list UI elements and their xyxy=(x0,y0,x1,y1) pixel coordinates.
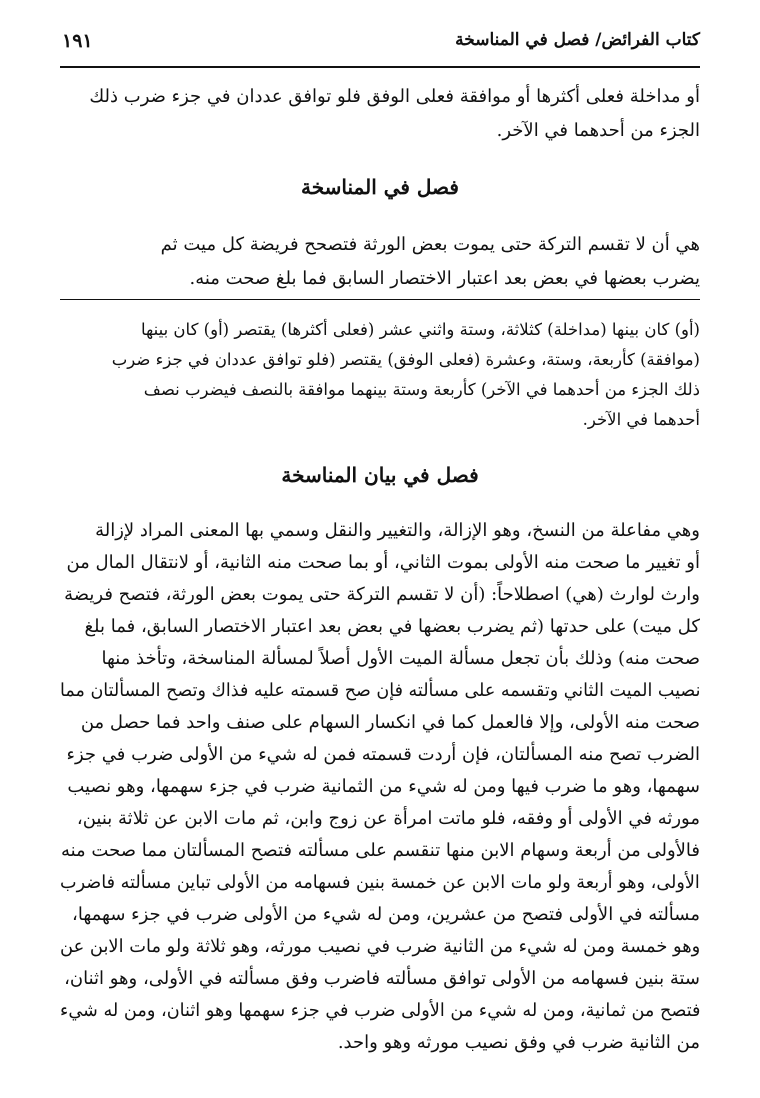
text-line: صحت منه الأولى، وإلا فالعمل كما في انكسار السهام على صنف واحد فما حصل من xyxy=(80,712,700,733)
text-line: أو تغيير ما صحت منه الأولى بموت الثاني، أو بما صحت منه الثانية، أو لانتقال المال من xyxy=(66,552,700,573)
text-line: يضرب بعضها في بعض بعد اعتبار الاختصار السابق فما بلغ صحت منه. xyxy=(189,268,700,289)
running-header-title: كتاب الفرائض/ فصل في المناسخة xyxy=(455,30,700,50)
text-line: هي أن لا تقسم التركة حتى يموت بعض الورثة فتصحح فريضة كل ميت ثم xyxy=(160,234,700,255)
text-line: ستة بنين فسهامه من الأولى توافق مسألته فاضرب وفق مسألته في الأولى، وهو اثنان، xyxy=(64,968,700,989)
text-line: مورثه في الأولى أو وفقه، فلو ماتت امرأة عن زوج وابن، ثم مات الابن عن ثلاثة بنين، xyxy=(76,808,700,829)
text-line: مسألته في الأولى فتصح من عشرين، ومن له شيء من الأولى ضرب في جزء سهمها، xyxy=(72,904,700,925)
text-line: وهي مفاعلة من النسخ، وهو الإزالة، والتغيير والنقل وسمي بها المعنى المراد لإزالة xyxy=(95,520,700,541)
footnote-line: (أو) كان بينها (مداخلة) كثلاثة، وستة واثني عشر (فعلى أكثرها) يقتصر (أو) كان بينها xyxy=(141,320,700,339)
text-line: سهمها، وهو ما ضرب فيها ومن له شيء من الثمانية ضرب في جزء سهمها، وهو نصيب xyxy=(67,776,700,797)
footnote-line: ذلك الجزء من أحدهما في الآخر) كأربعة وستة بينهما موافقة بالنصف فيضرب نصف xyxy=(143,380,700,399)
text-line: الجزء من أحدهما في الآخر. xyxy=(496,120,700,141)
text-line: فالأولى من أربعة وسهام الابن منها تنقسم على مسألته فتصح المسألتان مما صحت منه xyxy=(60,840,700,861)
text-line: الأولى، وهو أربعة ولو مات الابن عن خمسة بنين فسهامه من الأولى تباين مسألته فاضرب xyxy=(60,872,700,893)
page-number: ١٩١ xyxy=(62,30,93,52)
section-heading: فصل في بيان المناسخة xyxy=(281,463,479,487)
text-line: الضرب تصح منه المسألتان، فإن أردت قسمته فمن له شيء من الأولى ضرب في جزء xyxy=(66,744,700,765)
footnote-separator xyxy=(60,299,700,300)
text-line: صحت منه) وذلك بأن تجعل مسألة الميت الأول أصلاً لمسألة المناسخة، وتأخذ منها xyxy=(101,648,700,669)
header-rule xyxy=(60,66,700,68)
text-line: فتصح من ثمانية، ومن له شيء من الأولى ضرب في جزء سهمها وهو اثنان، ومن له شيء xyxy=(59,1000,700,1021)
section-heading: فصل في المناسخة xyxy=(301,175,459,199)
text-line: وهو خمسة ومن له شيء من الثانية ضرب في نصيب مورثه، وهو ثلاثة ولو مات الابن عن xyxy=(59,936,700,957)
text-line: أو مداخلة فعلى أكثرها أو موافقة فعلى الوفق فلو توافق عددان في جزء ضرب ذلك xyxy=(89,86,700,107)
text-line: وارث لوارث (هي) اصطلاحاً: (أن لا تقسم التركة حتى يموت بعض الورثة، فتصح فريضة xyxy=(64,584,700,605)
text-line: من الثانية ضرب في وفق نصيب مورثه وهو واحد. xyxy=(337,1032,700,1053)
text-line: كل ميت) على حدتها (ثم يضرب بعضها في بعض بعد اعتبار الاختصار السابق، فما بلغ xyxy=(84,616,700,637)
text-line: نصيب الميت الثاني وتقسمه على مسألته فإن صح قسمته عليه فذاك وتصح المسألتان مما xyxy=(59,680,700,701)
footnote-line: أحدهما في الآخر. xyxy=(582,410,700,429)
footnote-line: (موافقة) كأربعة، وستة، وعشرة (فعلى الوفق) يقتصر (فلو توافق عددان في جزء ضرب xyxy=(111,350,700,369)
